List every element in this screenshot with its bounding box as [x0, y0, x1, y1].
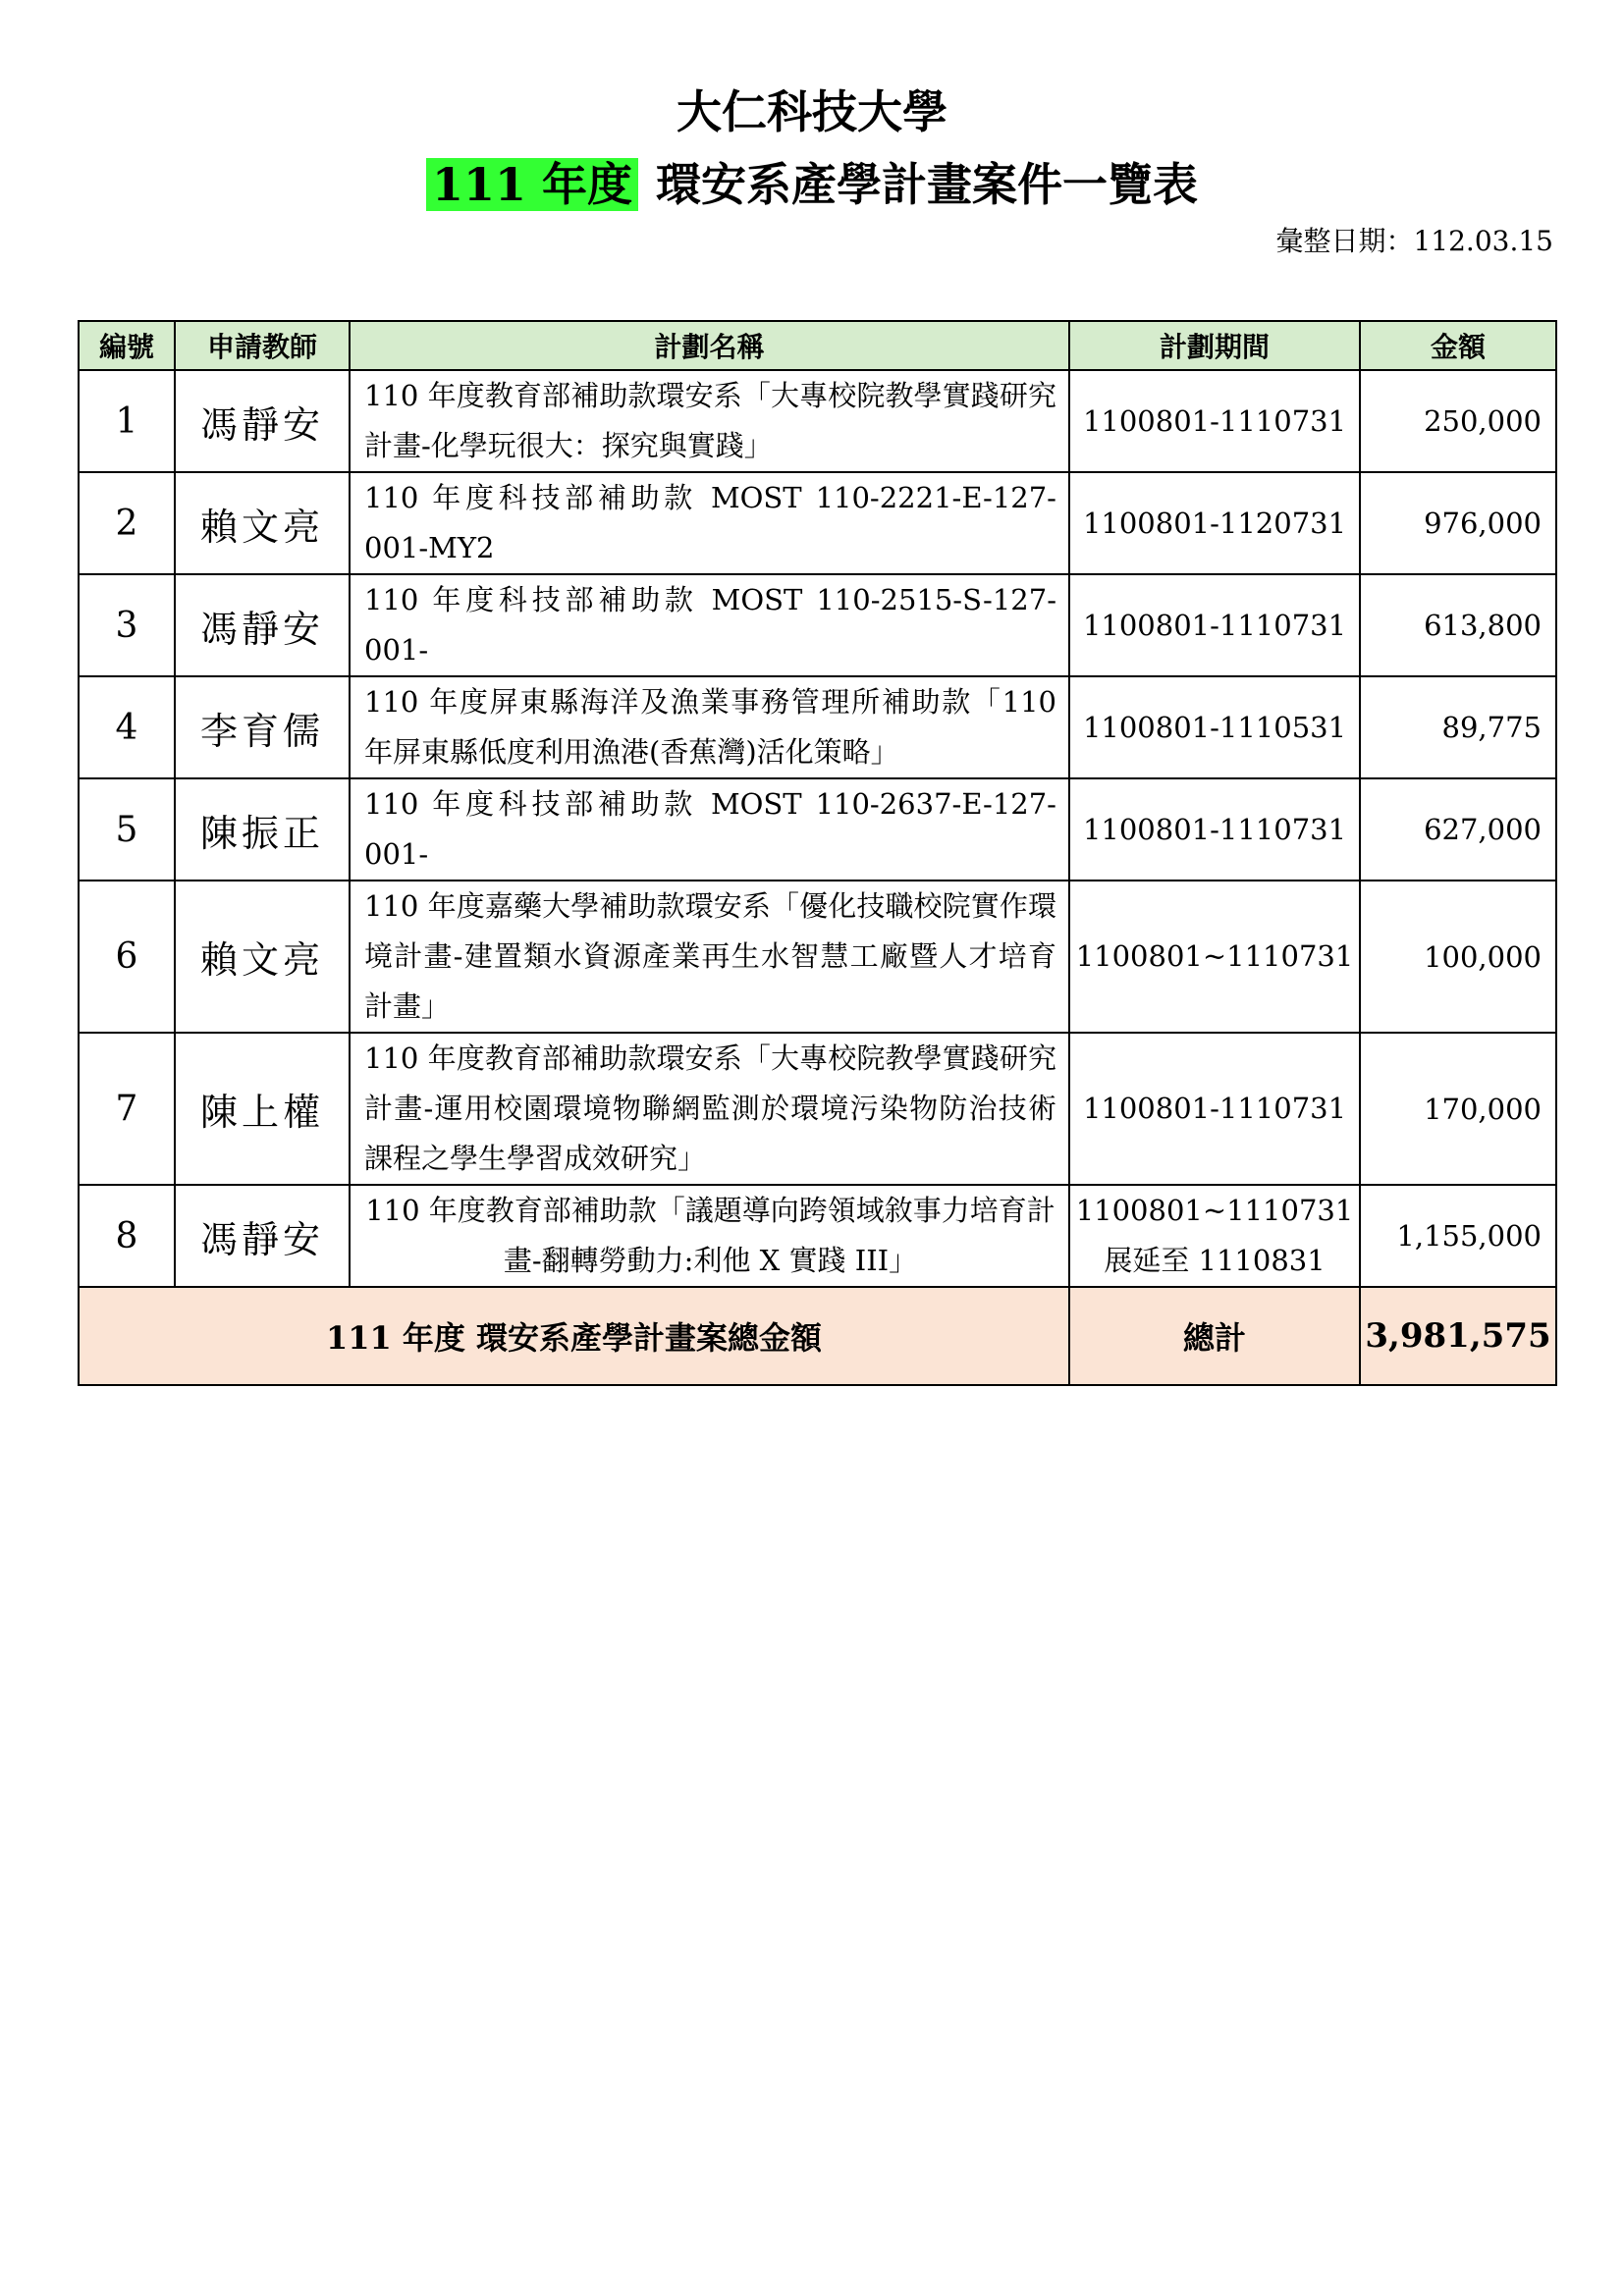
total-label: 111 年度 環安系產學計畫案總金額 [79, 1287, 1069, 1385]
row-amount: 976,000 [1360, 472, 1556, 574]
row-project: 110 年度教育部補助款「議題導向跨領域敘事力培育計畫-翻轉勞動力:利他 X 實踐 III」 [350, 1185, 1069, 1287]
column-header-teacher: 申請教師 [175, 321, 350, 370]
total-row [79, 1287, 1556, 1385]
row-project: 110 年度科技部補助款 MOST 110-2221-E-127-001-MY2 [350, 472, 1069, 574]
row-number: 6 [79, 881, 175, 1033]
row-number: 3 [79, 574, 175, 676]
row-teacher: 陳振正 [175, 778, 350, 881]
total-sum-label: 總計 [1069, 1287, 1360, 1385]
table-row [79, 881, 1556, 1033]
row-project: 110 年度教育部補助款環安系「大專校院教學實踐研究計畫-運用校園環境物聯網監測於環境污染物防治技術課程之學生學習成效研究」 [350, 1033, 1069, 1185]
column-header-period: 計劃期間 [1069, 321, 1360, 370]
row-teacher: 李育儒 [175, 676, 350, 778]
row-amount: 89,775 [1360, 676, 1556, 778]
row-teacher: 賴文亮 [175, 472, 350, 574]
total-amount: 3,981,575 [1360, 1287, 1556, 1385]
row-project: 110 年度教育部補助款環安系「大專校院教學實踐研究計畫-化學玩很大：探究與實踐」 [350, 370, 1069, 472]
school-name: 大仁科技大學 [677, 85, 947, 138]
row-number: 1 [79, 370, 175, 472]
row-period: 1100801-1120731 [1069, 472, 1360, 574]
row-teacher: 馮靜安 [175, 574, 350, 676]
column-header-amount: 金額 [1360, 321, 1556, 370]
compiled-date: 彙整日期：112.03.15 [1275, 225, 1553, 257]
table-row [79, 778, 1556, 881]
table-row [79, 370, 1556, 472]
table-row [79, 676, 1556, 778]
table-row [79, 574, 1556, 676]
row-number: 4 [79, 676, 175, 778]
table-header-row [79, 321, 1556, 370]
row-period: 1100801-1110731 [1069, 574, 1360, 676]
year-label: 111 年度 [426, 158, 638, 211]
row-amount: 170,000 [1360, 1033, 1556, 1185]
column-header-number: 編號 [79, 321, 175, 370]
row-amount: 100,000 [1360, 881, 1556, 1033]
row-number: 5 [79, 778, 175, 881]
row-teacher: 陳上權 [175, 1033, 350, 1185]
row-period: 1100801-1110731 [1069, 370, 1360, 472]
row-period: 1100801-1110731 [1069, 1033, 1360, 1185]
row-amount: 250,000 [1360, 370, 1556, 472]
row-amount: 1,155,000 [1360, 1185, 1556, 1287]
row-project: 110 年度科技部補助款 MOST 110-2515-S-127-001- [350, 574, 1069, 676]
row-period: 1100801~1110731 展延至 1110831 [1069, 1185, 1360, 1287]
row-teacher: 馮靜安 [175, 1185, 350, 1287]
title-text: 環安系產學計畫案件一覽表 [656, 158, 1199, 211]
row-project: 110 年度屏東縣海洋及漁業事務管理所補助款「110 年屏東縣低度利用漁港(香蕉灣)活化策略」 [350, 676, 1069, 778]
document-title [0, 155, 1624, 214]
row-amount: 613,800 [1360, 574, 1556, 676]
table-row [79, 472, 1556, 574]
row-period: 1100801-1110731 [1069, 778, 1360, 881]
row-teacher: 馮靜安 [175, 370, 350, 472]
row-project: 110 年度嘉藥大學補助款環安系「優化技職校院實作環境計畫-建置類水資源產業再生水智慧工廠暨人才培育計畫」 [350, 881, 1069, 1033]
row-project: 110 年度科技部補助款 MOST 110-2637-E-127-001- [350, 778, 1069, 881]
column-header-project: 計劃名稱 [350, 321, 1069, 370]
row-number: 2 [79, 472, 175, 574]
table-row [79, 1185, 1556, 1287]
row-period: 1100801-1110531 [1069, 676, 1360, 778]
row-amount: 627,000 [1360, 778, 1556, 881]
row-number: 8 [79, 1185, 175, 1287]
row-number: 7 [79, 1033, 175, 1185]
row-period: 1100801~1110731 [1069, 881, 1360, 1033]
row-teacher: 賴文亮 [175, 881, 350, 1033]
table-row [79, 1033, 1556, 1185]
project-table [78, 320, 1557, 1386]
